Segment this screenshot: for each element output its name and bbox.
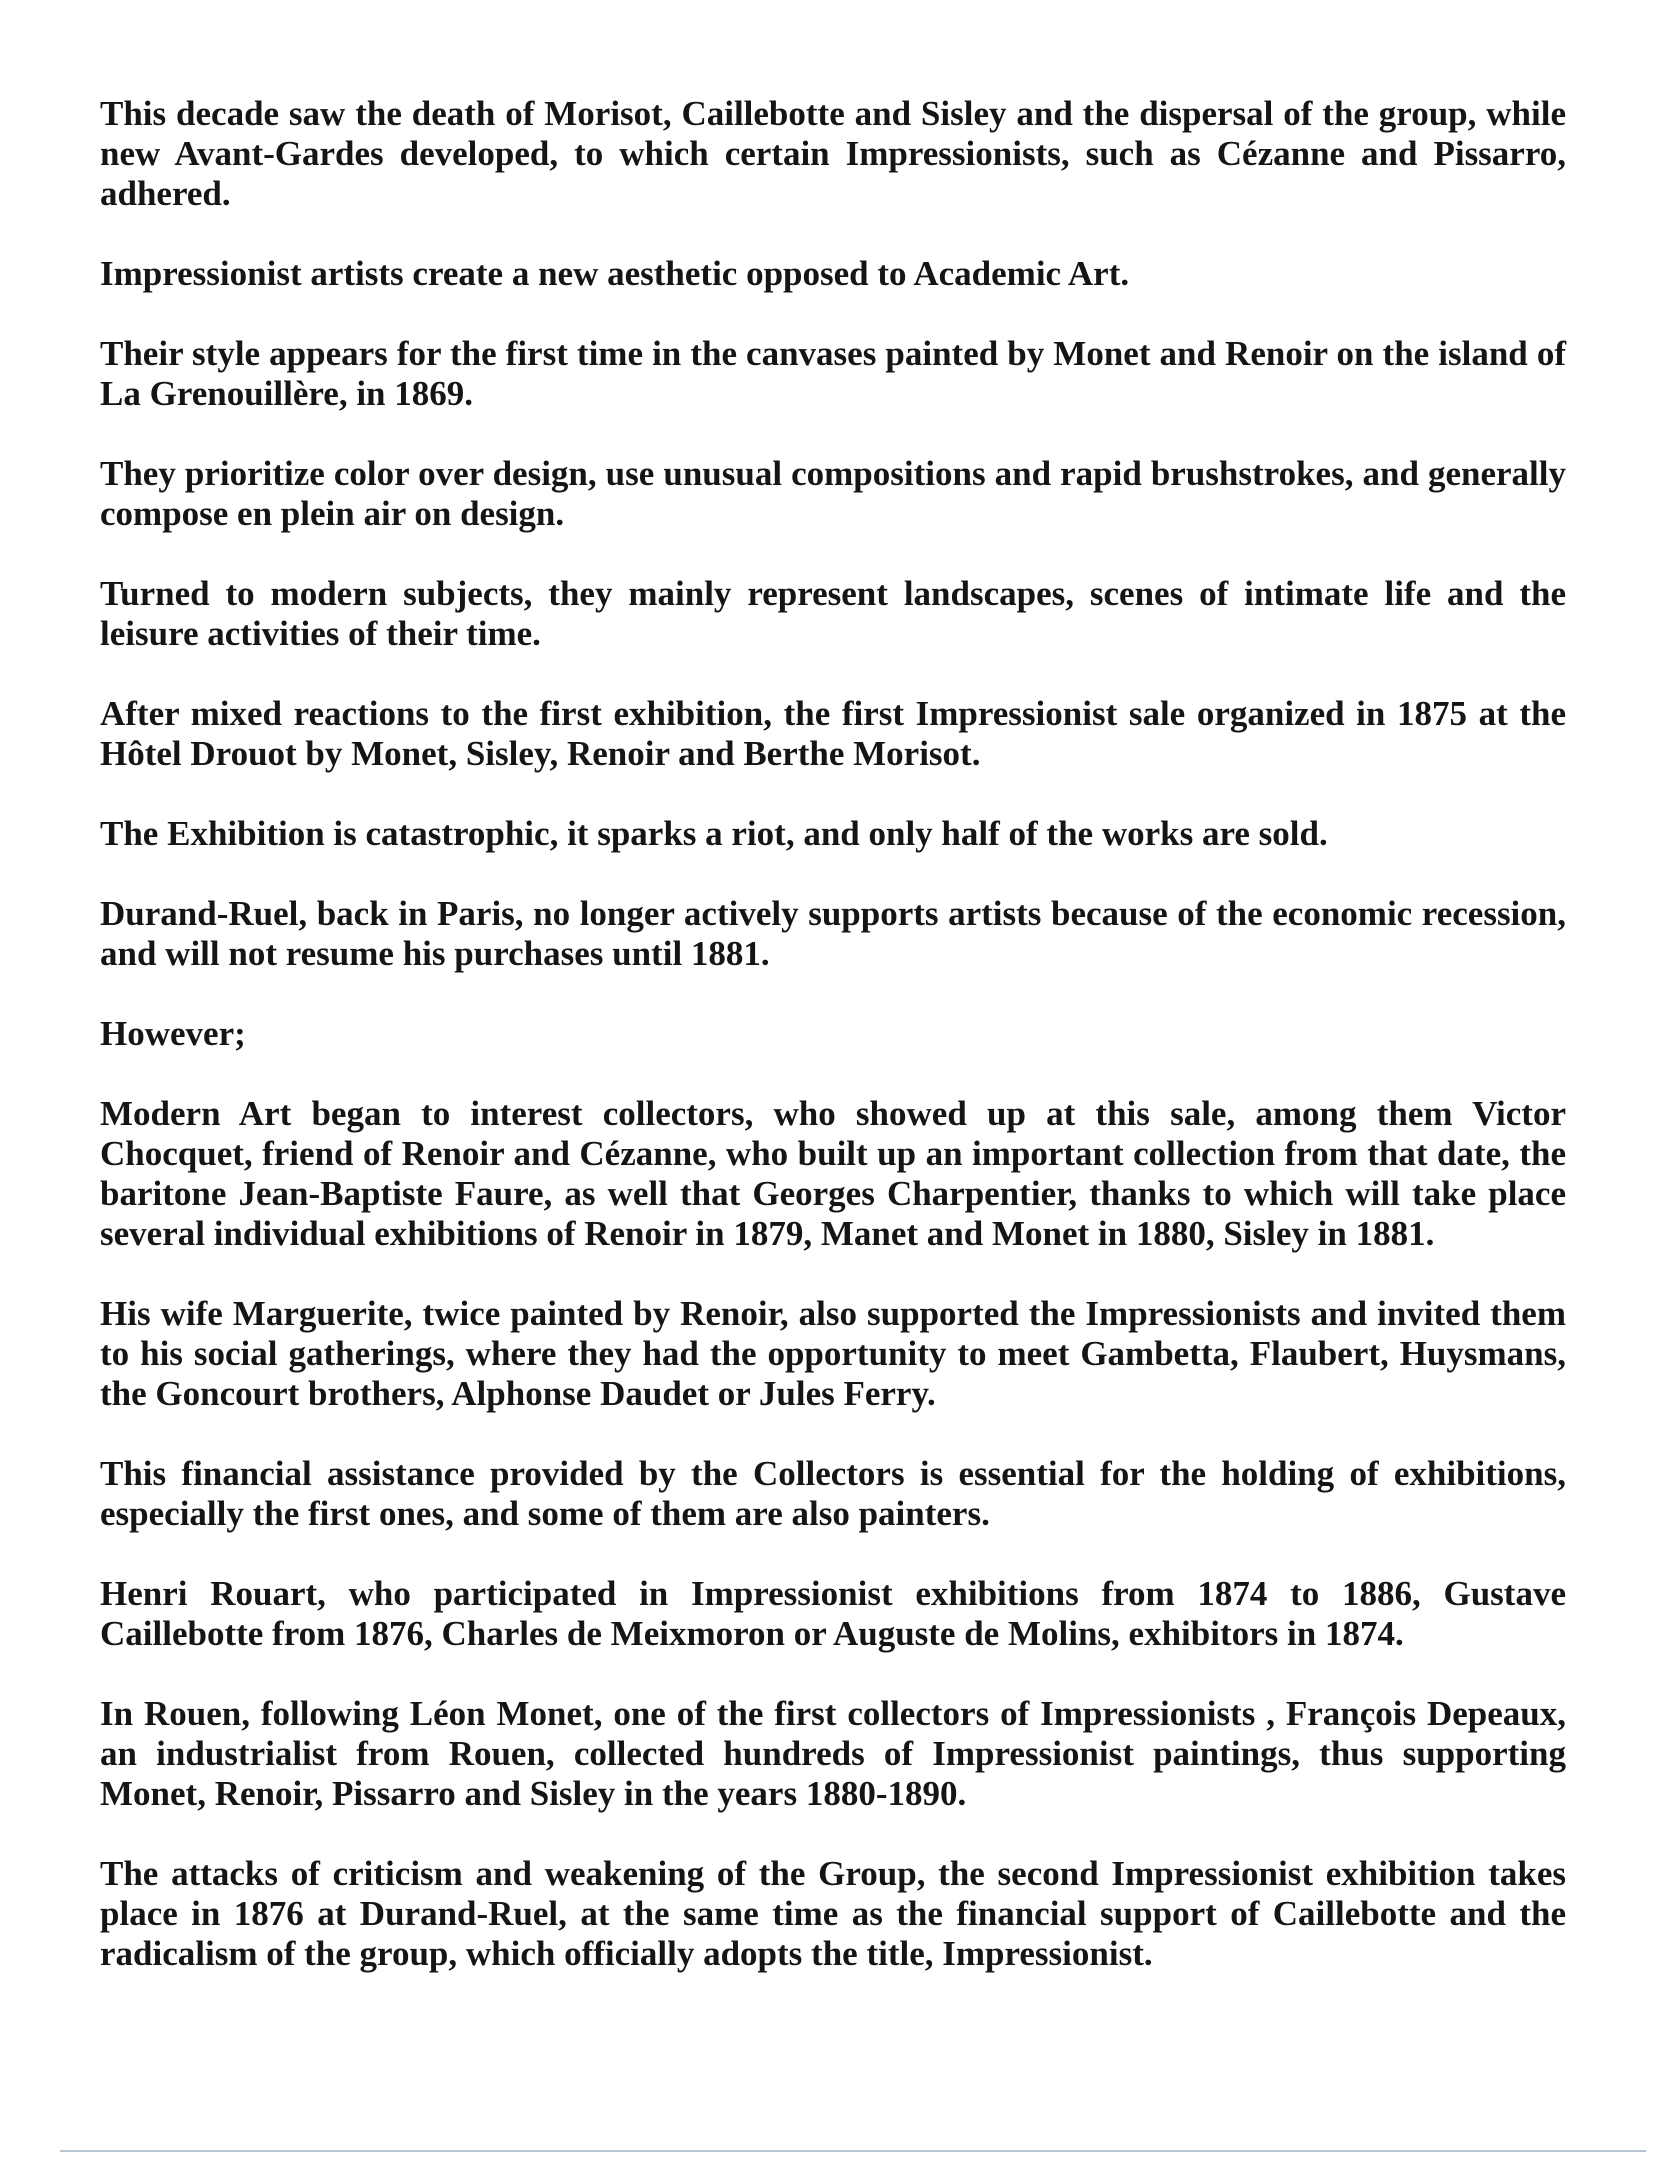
paragraph: This decade saw the death of Morisot, Caillebotte and Sisley and the dispersal of the group, while new Avant-Gardes developed, to which certain Impressionists, such as Cézanne and Pissarro, adhered. — [100, 94, 1566, 213]
paragraph: Their style appears for the first time in the canvases painted by Monet and Renoir on the island of La Grenouillère, in 1869. — [100, 334, 1566, 413]
paragraph: The attacks of criticism and weakening of the Group, the second Impressionist exhibition takes place in 1876 at Durand-Ruel, at the same time as the financial support of Caillebotte and the radicalism of the group, which officially adopts the title, Impressionist. — [100, 1854, 1566, 1973]
paragraph: Impressionist artists create a new aesthetic opposed to Academic Art. — [100, 254, 1130, 293]
paragraph: However; — [100, 1014, 246, 1053]
paragraph: In Rouen, following Léon Monet, one of the first collectors of Impressionists , François Depeaux, an industrialist from Rouen, collected hundreds of Impressionist paintings, thus supporting Monet, Renoir, Pissarro and Sisley in the years 1880-1890. — [100, 1694, 1566, 1813]
paragraph: This financial assistance provided by the Collectors is essential for the holding of exhibitions, especially the first ones, and some of them are also painters. — [100, 1454, 1566, 1533]
paragraph: Durand-Ruel, back in Paris, no longer actively supports artists because of the economic recession, and will not resume his purchases until 1881. — [100, 894, 1566, 973]
paragraph: Modern Art began to interest collectors, who showed up at this sale, among them Victor Chocquet, friend of Renoir and Cézanne, who built up an important collection from that date, the baritone Jean-Baptiste Faure, as well that Georges Charpentier, thanks to which will take place several individual exhibitions of Renoir in 1879, Manet and Monet in 1880, Sisley in 1881. — [100, 1094, 1566, 1253]
paragraph: His wife Marguerite, twice painted by Renoir, also supported the Impressionists and invited them to his social gatherings, where they had the opportunity to meet Gambetta, Flaubert, Huysmans, the Goncourt brothers, Alphonse Daudet or Jules Ferry. — [100, 1294, 1566, 1413]
paragraph: The Exhibition is catastrophic, it sparks a riot, and only half of the works are sold. — [100, 814, 1328, 853]
paragraph: After mixed reactions to the first exhibition, the first Impressionist sale organized in 1875 at the Hôtel Drouot by Monet, Sisley, Renoir and Berthe Morisot. — [100, 694, 1566, 773]
paragraph: They prioritize color over design, use unusual compositions and rapid brushstrokes, and generally compose en plein air on design. — [100, 454, 1566, 533]
document-body — [100, 94, 1566, 2014]
paragraph: Henri Rouart, who participated in Impressionist exhibitions from 1874 to 1886, Gustave Caillebotte from 1876, Charles de Meixmoron or Auguste de Molins, exhibitors in 1874. — [100, 1574, 1566, 1653]
paragraph: Turned to modern subjects, they mainly represent landscapes, scenes of intimate life and the leisure activities of their time. — [100, 574, 1566, 653]
scan-edge-line — [60, 2150, 1646, 2152]
